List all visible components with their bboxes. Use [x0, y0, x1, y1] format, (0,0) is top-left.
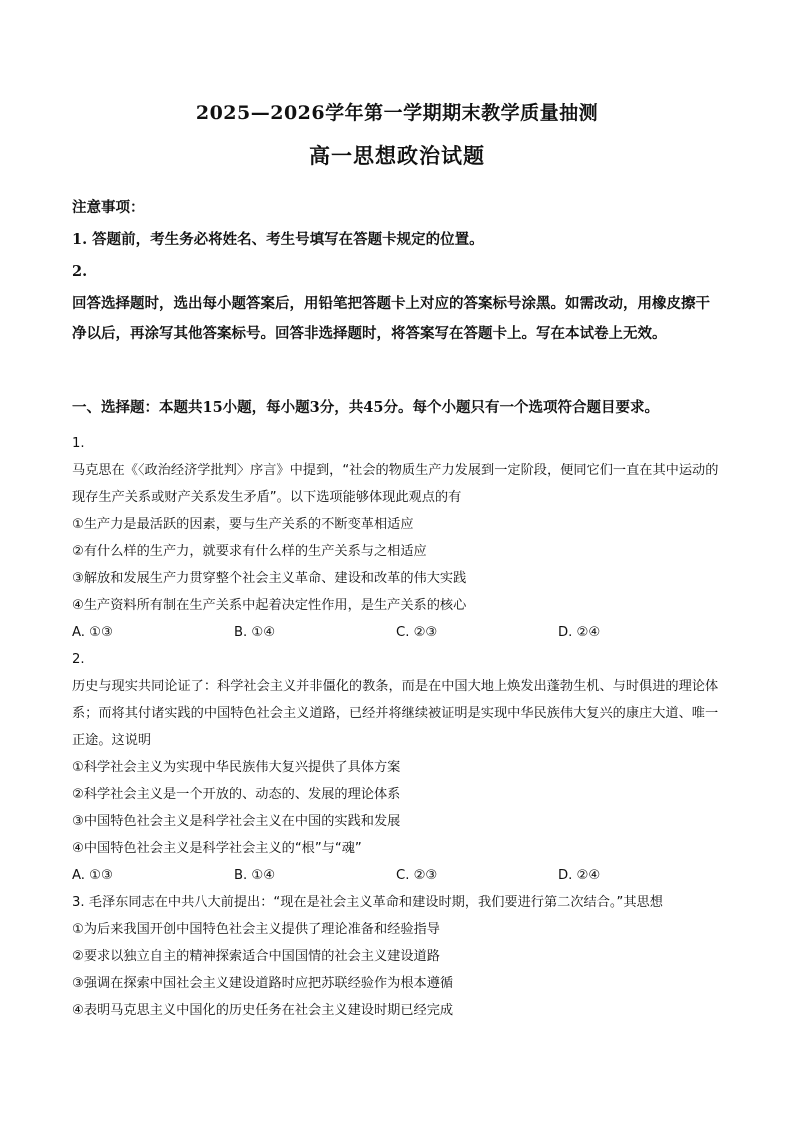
statement-item: ③解放和发展生产力贯穿整个社会主义革命、建设和改革的伟大实践: [72, 571, 467, 586]
answer-options: [72, 619, 720, 646]
statement-item: ④生产资料所有制在生产关系中起着决定性作用，是生产关系的核心: [72, 598, 467, 613]
questions-list: [72, 430, 720, 1024]
statement-item: ②有什么样的生产力，就要求有什么样的生产关系与之相适应: [72, 544, 427, 559]
statement-item: ①为后来我国开创中国特色社会主义提供了理论准备和经验指导: [72, 922, 440, 937]
exam-title: 2025—2026学年第一学期期末教学质量抽测: [195, 102, 599, 124]
option-c[interactable]: C. ②③: [396, 868, 438, 883]
notice-block: [72, 193, 724, 349]
statement-item: ②科学社会主义是一个开放的、动态的、发展的理论体系: [72, 787, 401, 802]
statement-item: ②要求以独立自主的精神探索适合中国国情的社会主义建设道路: [72, 949, 440, 964]
statement-item: ③强调在探索中国社会主义建设道路时应把苏联经验作为根本遵循: [72, 976, 454, 991]
option-c[interactable]: C. ②③: [396, 625, 438, 640]
question-stem: 历史与现实共同论证了：科学社会主义并非僵化的教条，而是在中国大地上焕发出蓬勃生机、与时俱进的理论体系；而将其付诸实践的中国特色社会主义道路，已经并将继续被证明是实现中华民族伟大复兴的康庄大道、唯一正途。这说明: [72, 679, 719, 748]
question-stem: 马克思在《〈政治经济学批判〉序言》中提到，“社会的物质生产力发展到一定阶段，便同它们一直在其中运动的现存生产关系或财产关系发生矛盾”。以下选项能够体现此观点的有: [72, 463, 719, 505]
section-heading: 一、选择题：本题共15小题，每小题3分，共45分。每个小题只有一个选项符合题目要求。: [72, 399, 659, 416]
statement-item: ③中国特色社会主义是科学社会主义在中国的实践和发展: [72, 814, 401, 829]
option-a[interactable]: A. ①③: [72, 868, 113, 883]
question-number: 2.: [72, 652, 85, 667]
statement-item: ①科学社会主义为实现中华民族伟大复兴提供了具体方案: [72, 760, 401, 775]
option-d[interactable]: D. ②④: [558, 625, 601, 640]
notice-heading: 注意事项：: [72, 199, 145, 216]
option-a[interactable]: A. ①③: [72, 625, 113, 640]
notice-item-2-text: 回答选择题时，选出每小题答案后，用铅笔把答题卡上对应的答案标号涂黑。如需改动，用橡皮擦干净以后，再涂写其他答案标号。回答非选择题时，将答案写在答题卡上。写在本试卷上无效。: [72, 295, 710, 342]
question-stem: 3. 毛泽东同志在中共八大前提出：“现在是社会主义革命和建设时期，我们要进行第二次结合。”其思想: [72, 895, 663, 910]
statement-item: ①生产力是最活跃的因素，要与生产关系的不断变革相适应: [72, 517, 414, 532]
question-number: 1.: [72, 436, 85, 451]
answer-options: [72, 862, 720, 889]
notice-item-2-number: 2.: [72, 263, 88, 280]
option-b[interactable]: B. ①④: [234, 625, 276, 640]
exam-subtitle: 高一思想政治试题: [309, 143, 485, 168]
notice-item-1: 1. 答题前，考生务必将姓名、考生号填写在答题卡规定的位置。: [72, 231, 484, 248]
option-b[interactable]: B. ①④: [234, 868, 276, 883]
option-d[interactable]: D. ②④: [558, 868, 601, 883]
statement-item: ④中国特色社会主义是科学社会主义的“根”与“魂”: [72, 841, 362, 856]
statement-item: ④表明马克思主义中国化的历史任务在社会主义建设时期已经完成: [72, 1003, 454, 1018]
